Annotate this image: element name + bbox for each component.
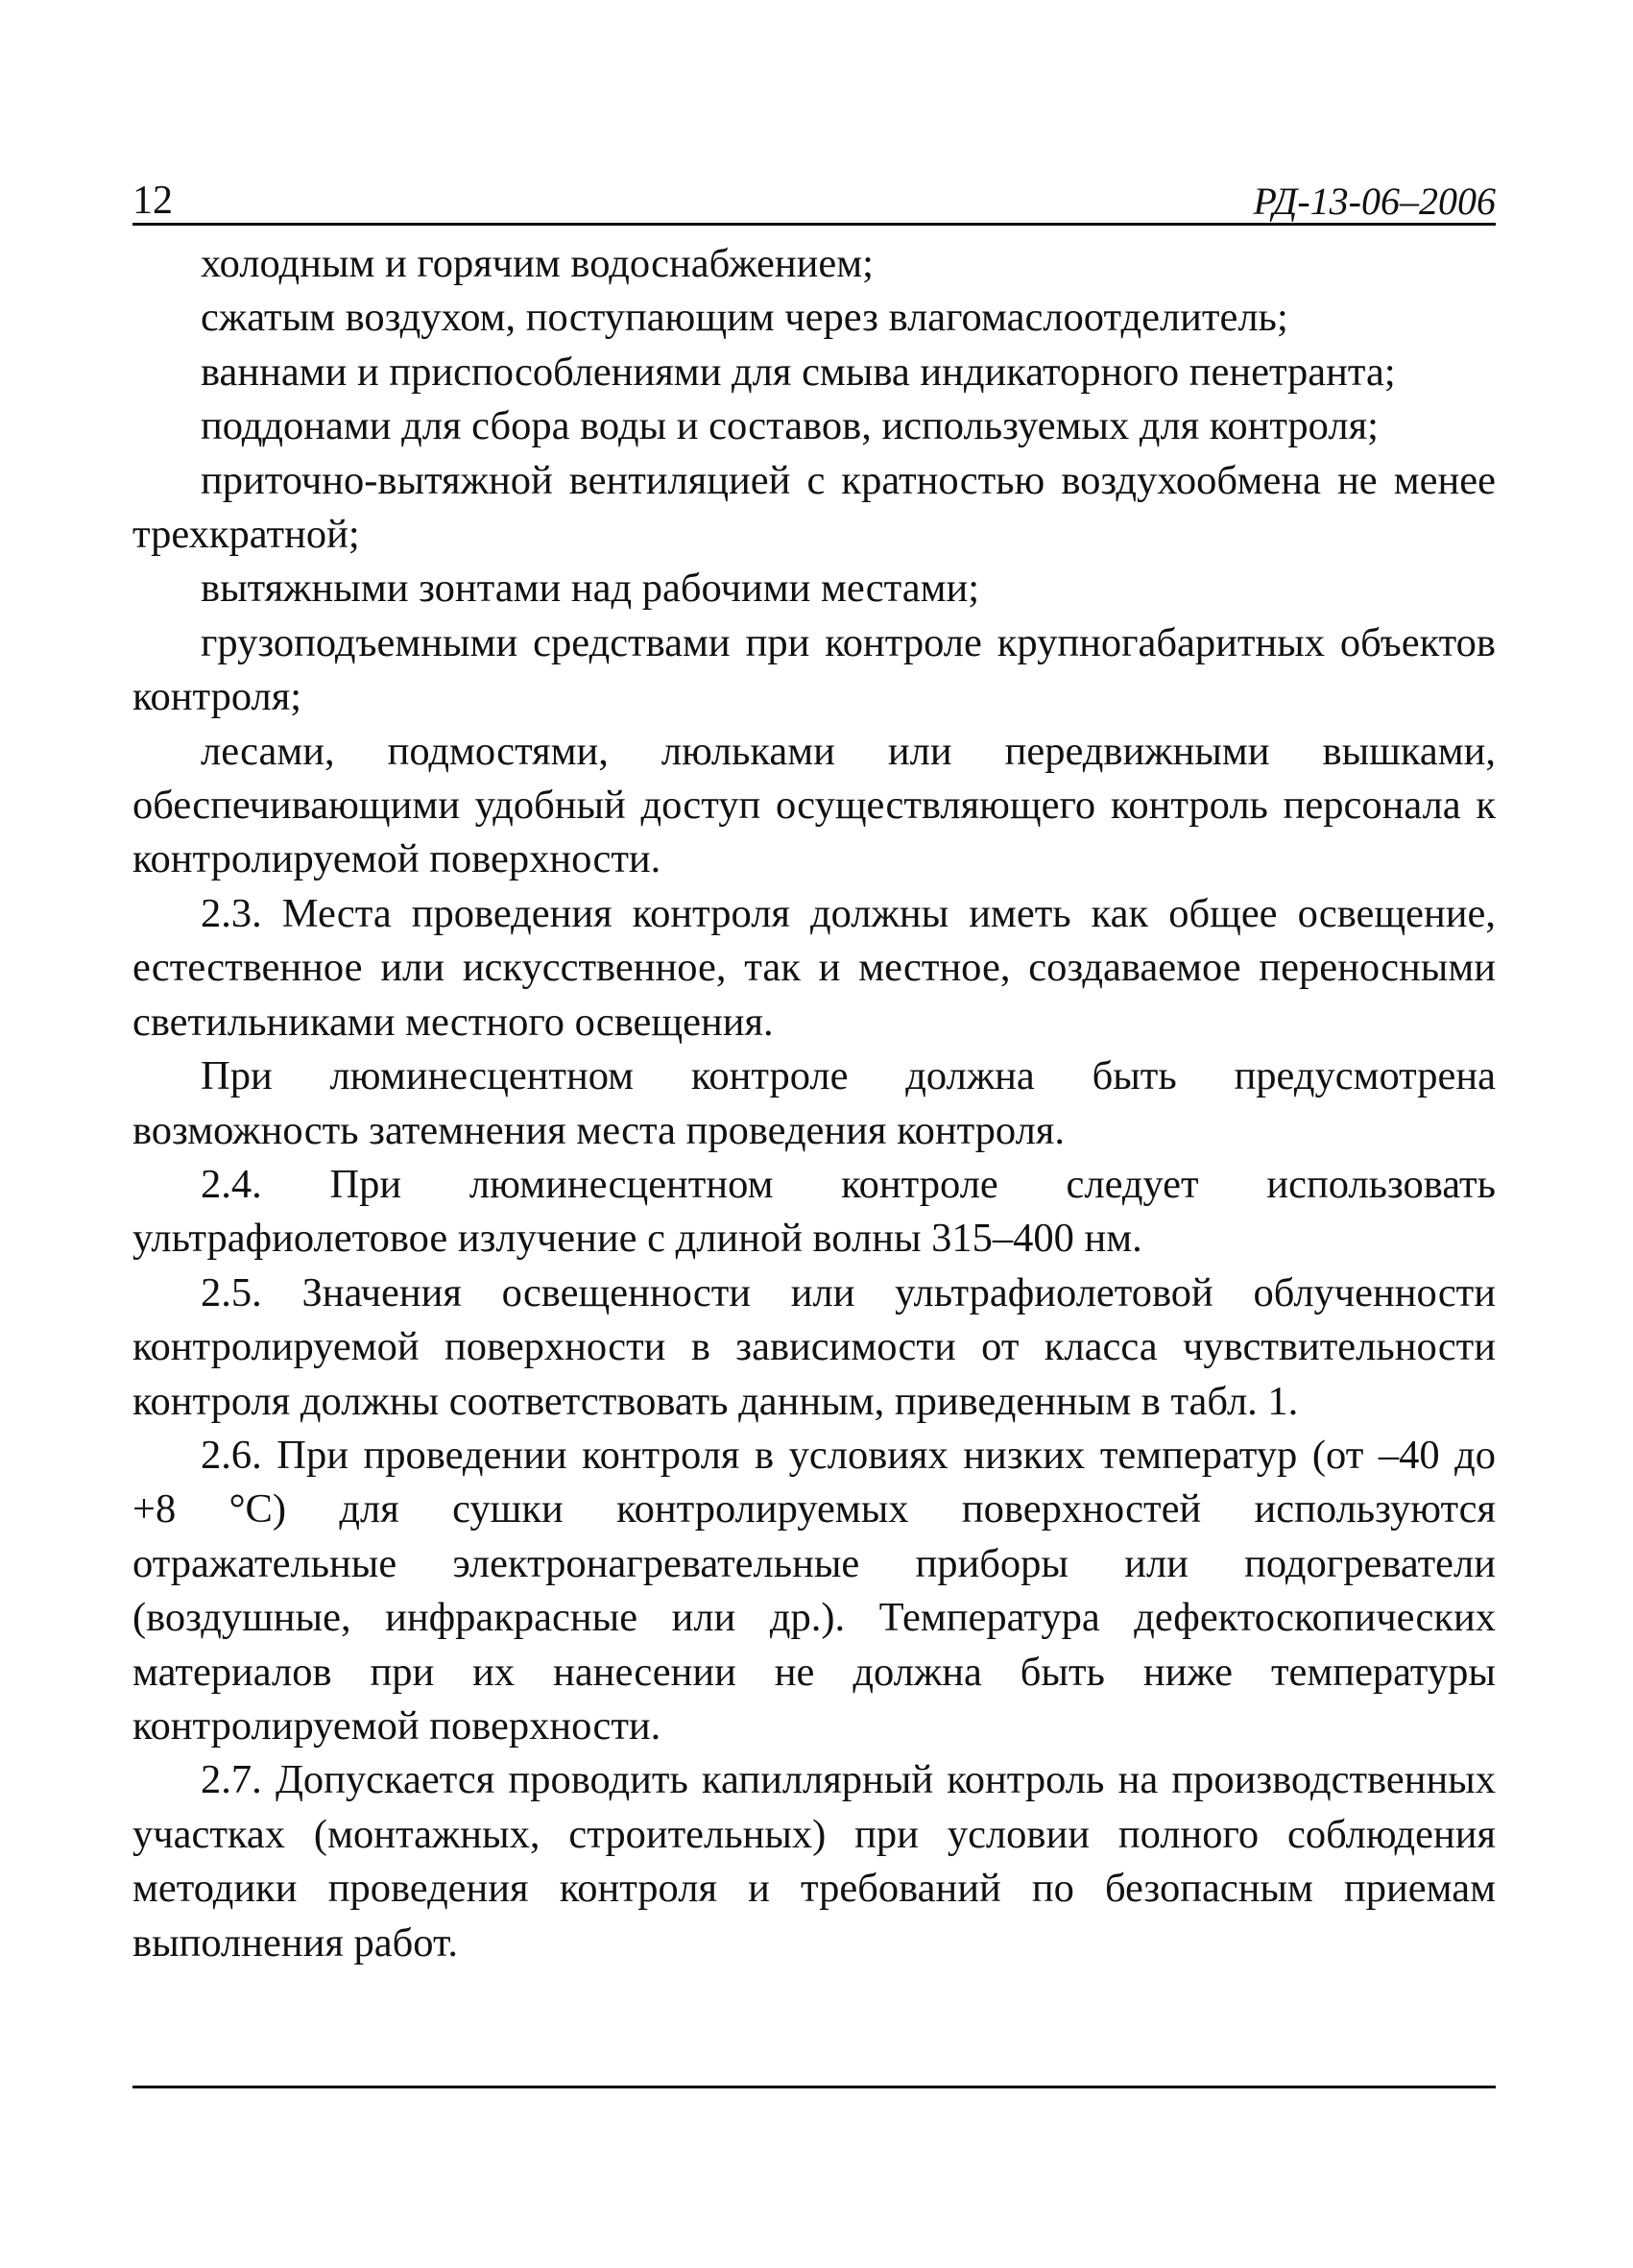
paragraph: 2.4. При люминесцентном контроле следует использовать ультрафиолетовое излучение с длиной волны 315–400 нм. xyxy=(132,1161,1496,1262)
paragraph: При люминесцентном контроле должна быть предусмотрена возможность затемнения места проведения контроля. xyxy=(132,1053,1496,1153)
paragraph: лесами, подмостями, люльками или передвижными вышками, обеспечивающими удобный доступ осуществляющего контроль персонала к контролируемой поверхности. xyxy=(132,728,1496,882)
paragraph: приточно-вытяжной вентиляцией с кратностью воздухообмена не менее трехкратной; xyxy=(132,457,1496,558)
paragraph: сжатым воздухом, поступающим через влагомаслоотделитель; xyxy=(201,295,1288,341)
paragraph: вытяжными зонтами над рабочими местами; xyxy=(201,566,980,612)
page-header xyxy=(132,173,1496,226)
document-body xyxy=(132,237,1496,1970)
page-number: 12 xyxy=(132,179,173,223)
paragraph: 2.3. Места проведения контроля должны иметь как общее освещение, естественное или искусственное, так и местное, создаваемое переносными светильниками местного освещения. xyxy=(132,890,1496,1045)
paragraph: поддонами для сбора воды и составов, используемых для контроля; xyxy=(201,403,1379,449)
paragraph: ваннами и приспособлениями для смыва индикаторного пенетранта; xyxy=(201,349,1396,395)
paragraph: грузоподъемными средствами при контроле крупногабаритных объектов контроля; xyxy=(132,619,1496,720)
paragraph: 2.5. Значения освещенности или ультрафиолетовой облученности контролируемой поверхности в зависимости от класса чувствительности контроля должны соответствовать данным, приведенным в табл. 1. xyxy=(132,1269,1496,1424)
document-code: РД-13-06–2006 xyxy=(1253,180,1496,223)
paragraph: 2.7. Допускается проводить капиллярный контроль на производственных участках (монтажных, строительных) при условии полного соблюдения методики проведения контроля и требований по безопасным приемам выполнения работ. xyxy=(132,1757,1496,1966)
paragraph: холодным и горячим водоснабжением; xyxy=(201,241,874,286)
paragraph: 2.6. При проведении контроля в условиях низких температур (от –40 до +8 °С) для сушки контролируемых поверхностей используются отражательные электронагревательные приборы или подогреватели (воздушные, инфракрасные или др.). Температура дефектоскопических материалов при их нанесении не должна быть ниже температуры контролируемой поверхности. xyxy=(132,1432,1496,1749)
document-page xyxy=(132,173,1496,1970)
footer-rule xyxy=(132,2086,1496,2088)
